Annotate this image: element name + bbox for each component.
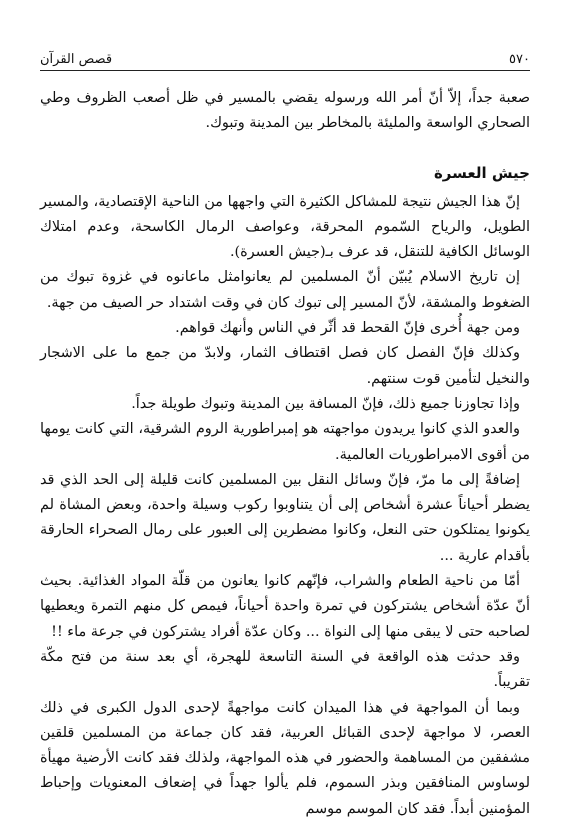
body-paragraph: وكذلك فإنّ الفصل كان فصل اقتطاف الثمار، ولابدّ من جمع ما على الاشجار والنخيل لتأمين قوت سنتهم. [40, 345, 530, 387]
body-paragraph: أمّا من ناحية الطعام والشراب، فإنّهم كانوا يعانون من قلّة المواد الغذائية. بحيث أنّ عدّة أشخاص يشتركون في تمرة واحدة أحياناً، فيمص كل منهم التمرة ويعطيها لصاحبه حتى لا يبقى منها إلى النواة ... وكان عدّة أفراد يشتركون في جرعة ماء !! [40, 573, 530, 640]
body-paragraph: إن تاريخ الاسلام يُبيّن أنّ المسلمين لم يعانوامثل ماعانوه في غزوة تبوك من الضغوط والمشقة، لأنّ المسير إلى تبوك كان في وقت اشتداد حر الصيف من جهة. [40, 269, 530, 311]
section-heading: جيش العسرة [433, 163, 530, 182]
header-rule [40, 70, 530, 71]
body-paragraph: ومن جهة أُخرى فإنّ القحط قد أثّر في الناس وأنهك قواهم. [175, 320, 520, 337]
page-header [40, 47, 530, 67]
page-body [40, 86, 530, 822]
section-gap [40, 137, 530, 161]
body-paragraph: إنّ هذا الجيش نتيجة للمشاكل الكثيرة التي واجهها من الناحية الإقتصادية، والمسير الطويل، والرياح السّموم المحرقة، وعواصف الرمال الكاسحة، وعدم امتلاك الوسائل الكافية للتنقل، قد عرف بـ(جيش العسرة). [40, 193, 530, 261]
body-paragraph: والعدو الذي كانوا يريدون مواجهته هو إمبراطورية الروم الشرقية، التي كانت يومها من أقوى الامبراطوريات العالمية. [40, 421, 530, 463]
running-title: قصص القرآن [40, 52, 113, 67]
body-paragraph: وإذا تجاوزنا جميع ذلك، فإنّ المسافة بين المدينة وتبوك طويلة جداً. [131, 395, 520, 412]
page-number: ٥٧٠ [509, 52, 530, 67]
body-paragraph: إضافةً إلى ما مرّ، فإنّ وسائل النقل بين المسلمين كانت قليلة إلى الحد الذي قد يضطر أحياناً عشرة أشخاص إلى أن يتناوبوا ركوب وسيلة واحدة، وبعض المشاة لم يكونوا يمتلكون حتى النعل، وكانوا مضطرين إلى العبور على رمال الصحراء الحارقة بأقدام عارية ... [40, 471, 530, 564]
body-paragraph: وبما أن المواجهة في هذا الميدان كانت مواجهةً لإحدى الدول الكبرى في ذلك العصر، لا مواجهة لإحدى القبائل العربية، فقد كان جماعة من المسلمين قلقين مشفقين من المساهمة والحضور في هذه المواجهة، ولذلك فقد كانت الأرضية مهيأة لوساوس المنافقين وبذر السموم، فلم يألوا جهداً في إضعاف المعنويات وإحباط المؤمنين أبداً. فقد كان الموسم موسم [40, 699, 530, 817]
intro-paragraph: صعبة جداً، إلاّ أنّ أمر الله ورسوله يقضي بالمسير في ظل أصعب الظروف وطي الصحاري الواسعة والمليئة بالمخاطر بين المدينة وتبوك. [40, 90, 530, 132]
body-paragraph: وقد حدثت هذه الواقعة في السنة التاسعة للهجرة، أي بعد سنة من فتح مكّة تقريباً. [40, 648, 530, 691]
